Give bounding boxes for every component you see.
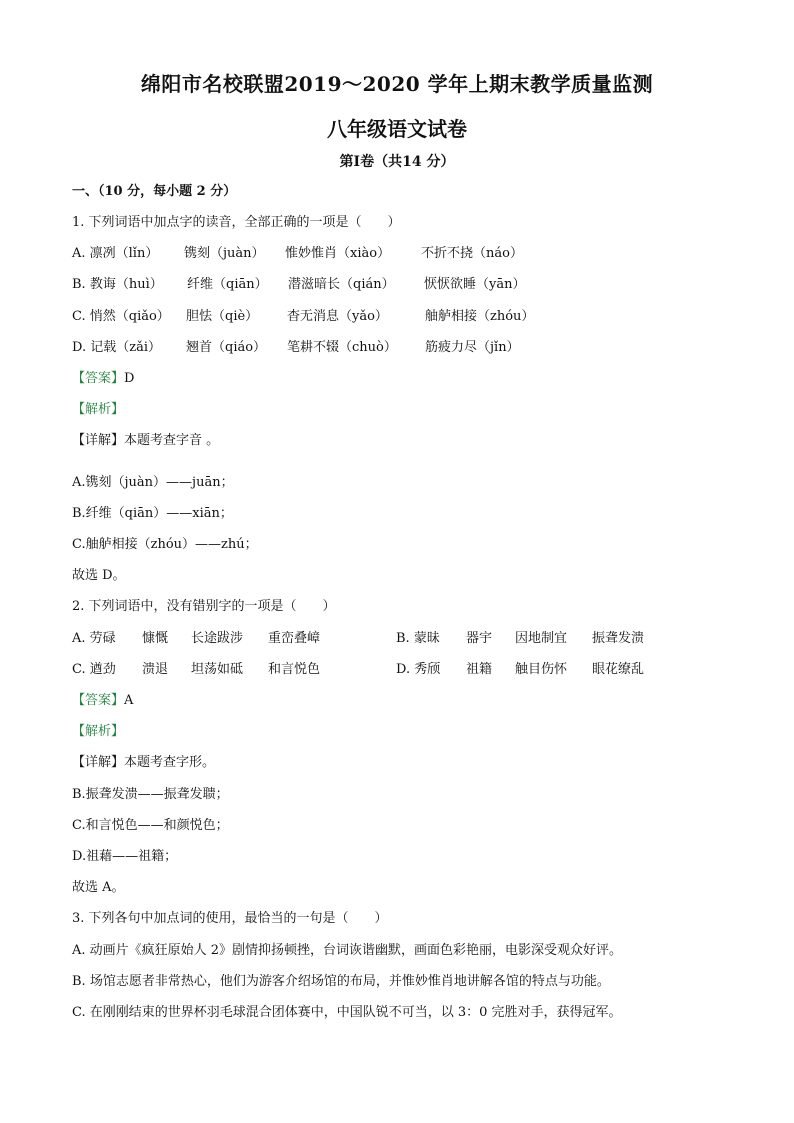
q1-stem: 1. 下列词语中加点字的读音，全部正确的一项是（ ） bbox=[72, 215, 401, 230]
q1-analysis-label: 【解析】 bbox=[72, 402, 125, 417]
q1-note: C.舳舻相接（zhóu）——zhú； bbox=[72, 537, 258, 552]
q2-analysis-label: 【解析】 bbox=[72, 724, 125, 739]
q2-stem: 2. 下列词语中，没有错别字的一项是（ ） bbox=[72, 599, 336, 614]
q2-answer: 【答案】A bbox=[72, 693, 134, 708]
q1-note: A.镌刻（juàn）——juān； bbox=[72, 475, 234, 490]
q1-note: B.纤维（qiān）——xiān； bbox=[72, 506, 233, 521]
q1-detail: 【详解】本题考查字音 。 bbox=[72, 433, 220, 448]
q3-option-c: C. 在刚刚结束的世界杯羽毛球混合团体赛中，中国队锐不可当，以 3：0 完胜对手，获得冠军。 bbox=[72, 1005, 622, 1020]
q3-stem: 3. 下列各句中加点词的使用，最恰当的一句是（ ） bbox=[72, 911, 388, 926]
q1-conclusion: 故选 D。 bbox=[72, 568, 126, 583]
q2-note: C.和言悦色——和颜悦色； bbox=[72, 818, 229, 833]
volume-heading: 第Ⅰ卷（共14 分） bbox=[339, 154, 455, 170]
exam-page: 绵阳市名校联盟2019～2020 学年上期末教学质量监测 八年级语文试卷 第Ⅰ卷（共14 分） 一、（10 分，每小题 2 分） 1. 下列词语中加点字的读音，全部正确的一项是（ ） A. 凛冽（lǐn） 镌刻（juàn） 惟妙惟肖（xiào） 不折不挠（náo） B. 教诲（huì） 纤维（qiān） 潜滋暗长（qián） 恹恹欲睡（yān） C. 悄然（qiǎo） 胆怯（qiè） 杳无消息（yǎo） 舳舻相接（zhóu） D. 记载（zǎi） 翘首（qiáo） 笔耕不辍（chuò） 筋疲力尽（jǐn） 【答案】D 【解析】 【详解】本题考查字音 。 A.镌刻（juàn）——juān； B.纤维（qiān）——xiān； C.舳舻相接（zhóu）——zhú； 故选 D。 2. 下列词语中，没有错别字的一项是（ ） A. 劳碌 慷慨 长途跋涉 重峦叠嶂 B. 蒙昧 器宇 因地制宜 振聋发溃 C. 遒劲 溃退 坦荡如砥 和言悦色 D. 秀颀 祖籍 触目伤怀 眼花缭乱 【答案】A 【解析】 【详解】本题考查字形。 B.振聋发溃——振聋发聩； C.和言悦色——和颜悦色； D.祖藉——祖籍； 故选 A。 3. 下列各句中加点词的使用，最恰当的一句是（ ） A. 动画片《疯狂原始人 2》剧情抑扬顿挫，台词诙谐幽默，画面色彩艳丽，电影深受观众好评。 B. 场馆志愿者非常热心，他们为游客介绍场馆的布局，并惟妙惟肖地讲解各馆的特点与功能。 C. 在刚刚结束的世界杯羽毛球混合团体赛中，中国队锐不可当，以 3：0 完胜对手，获得冠军。 bbox=[0, 0, 794, 1123]
exam-subtitle: 八年级语文试卷 bbox=[327, 117, 467, 141]
q2-detail: 【详解】本题考查字形。 bbox=[72, 755, 216, 770]
section-heading: 一、（10 分，每小题 2 分） bbox=[72, 184, 237, 199]
q2-conclusion: 故选 A。 bbox=[72, 880, 125, 895]
q3-option-a: A. 动画片《疯狂原始人 2》剧情抑扬顿挫，台词诙谐幽默，画面色彩艳丽，电影深受观众好评。 bbox=[72, 943, 623, 958]
q2-note: B.振聋发溃——振聋发聩； bbox=[72, 787, 229, 802]
q3-option-b: B. 场馆志愿者非常热心，他们为游客介绍场馆的布局，并惟妙惟肖地讲解各馆的特点与功能。 bbox=[72, 974, 610, 989]
q2-note: D.祖藉——祖籍； bbox=[72, 849, 178, 864]
q1-answer: 【答案】D bbox=[72, 371, 135, 386]
exam-title: 绵阳市名校联盟2019～2020 学年上期末教学质量监测 bbox=[140, 72, 654, 96]
